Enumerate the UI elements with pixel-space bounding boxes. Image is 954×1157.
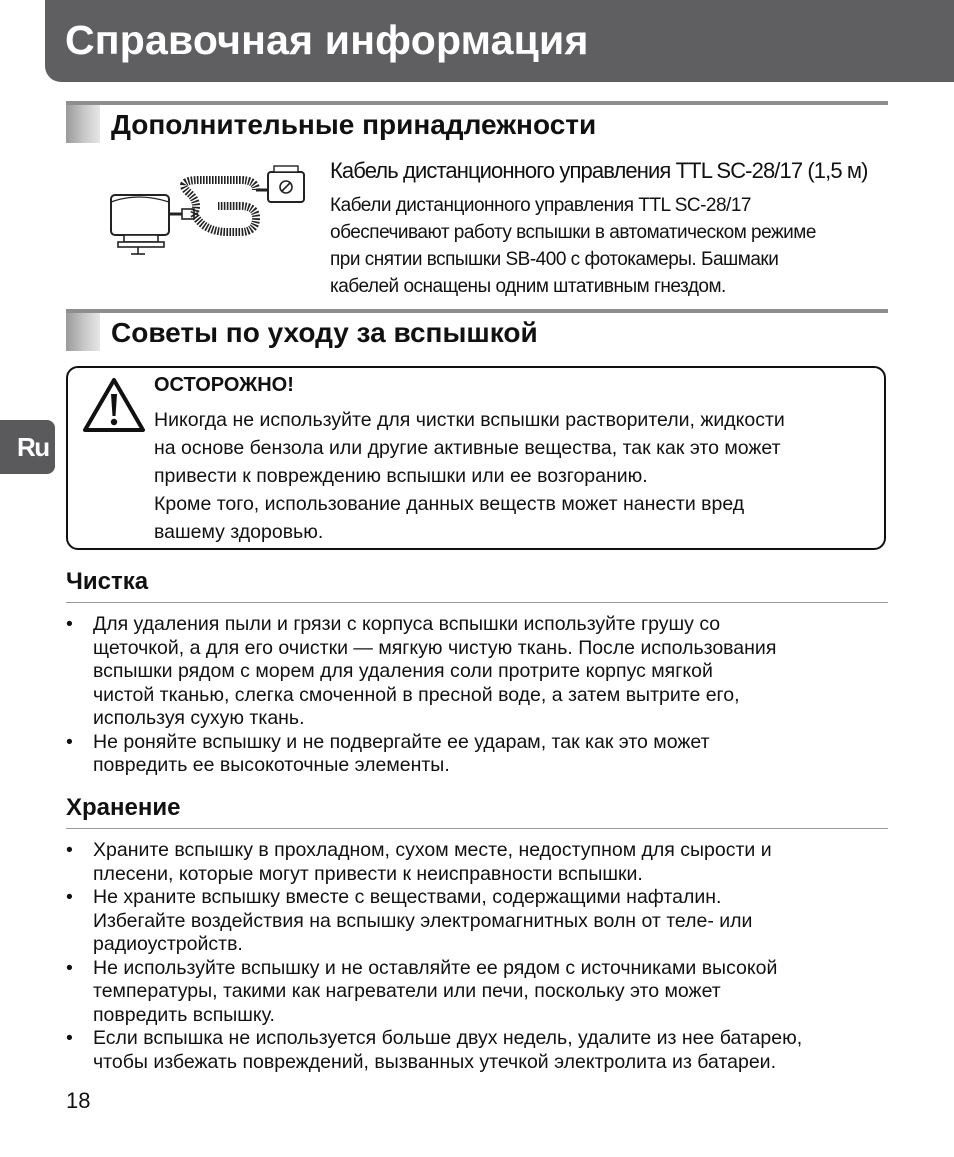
list-item-line: Не храните вспышку вместе с веществами, содержащими нафталин. — [93, 886, 722, 908]
list-item-line: чтобы избежать повреждений, вызванных утечкой электролита из батареи. — [93, 1050, 776, 1073]
section-title-accessories: Дополнительные принадлежности — [111, 109, 597, 140]
list-item-line: радиоустройств. — [93, 933, 243, 955]
list-item-line: Не роняйте вспышку и не подвергайте ее ударам, так как это может — [93, 730, 710, 753]
bullet-marker: • — [66, 1027, 73, 1049]
section-heading-care — [66, 309, 888, 355]
caution-line: на основе бензола или другие активные вещества, так как это может — [154, 437, 781, 459]
language-tab — [0, 420, 55, 474]
list-item — [66, 1027, 888, 1074]
section-rule — [66, 101, 888, 105]
list-item — [66, 839, 888, 886]
list-item-line: повредить вспышку. — [93, 1003, 275, 1026]
list-item-line: Для удаления пыли и грязи с корпуса вспышки используйте грушу со — [93, 613, 721, 635]
list-item-line: Избегайте воздействия на вспышку электромагнитных волн от теле- или — [93, 909, 753, 932]
accessory-desc-line: Кабели дистанционного управления TTL SC-28/17 — [330, 195, 751, 216]
remote-cord-image — [108, 162, 308, 262]
bullet-marker: • — [66, 956, 73, 979]
list-item-line: повредить ее высокоточные элементы. — [93, 754, 450, 776]
list-item-line: Не используйте вспышку и не оставляйте ее рядом с источниками высокой — [93, 956, 778, 979]
caution-line: вашему здоровью. — [154, 521, 324, 543]
accessory-desc-line: кабелей оснащены одним штативным гнездом. — [330, 276, 726, 297]
bullet-marker: • — [66, 730, 73, 753]
list-item-line: Храните вспышку в прохладном, сухом месте, недоступном для сырости и — [93, 839, 772, 861]
section-rule — [66, 309, 888, 313]
section-title-care: Советы по уходу за вспышкой — [111, 317, 538, 348]
section-marker — [66, 105, 100, 143]
list-item-line: используя сухую ткань. — [93, 707, 305, 729]
caution-title: ОСТОРОЖНО! — [154, 374, 294, 396]
section-heading-accessories — [66, 101, 888, 147]
list-item — [66, 886, 888, 957]
page-number: 18 — [66, 1088, 91, 1113]
accessory-desc-line: при снятии вспышки SB-400 с фотокамеры. Башмаки — [330, 249, 779, 270]
subsection-title-storage: Хранение — [66, 794, 181, 821]
caution-line: Никогда не используйте для чистки вспышки растворители, жидкости — [154, 409, 785, 431]
list-item-line: вспышки рядом с морем для удаления соли протрите корпус мягкой — [93, 660, 713, 682]
list-item — [66, 613, 888, 731]
bullet-marker: • — [66, 613, 73, 635]
cleaning-list — [66, 613, 888, 778]
header-bar — [45, 0, 954, 82]
language-tab-label: Ru — [17, 432, 49, 462]
accessory-item-title: Кабель дистанционного управления TTL SC-28/17 (1,5 м) — [330, 158, 868, 183]
list-item-line: плесени, которые могут привести к неисправности вспышки. — [93, 862, 643, 885]
subsection-heading-storage — [66, 794, 888, 829]
caution-line: привести к повреждению вспышки или ее возгоранию. — [154, 465, 648, 487]
bullet-marker: • — [66, 839, 73, 861]
list-item — [66, 957, 888, 1028]
subsection-heading-cleaning — [66, 568, 888, 603]
list-item-line: чистой тканью, слегка смоченной в пресной воде, а затем вытрите его, — [93, 683, 740, 706]
list-item-line: щеточкой, а для его очистки — мягкую чистую ткань. После использования — [93, 636, 777, 659]
section-marker — [66, 313, 100, 351]
bullet-marker: • — [66, 886, 73, 908]
accessory-desc-line: обеспечивают работу вспышки в автоматическом режиме — [330, 222, 816, 243]
page-title: Справочная информация — [65, 17, 589, 63]
caution-text — [154, 406, 874, 546]
list-item — [66, 731, 888, 778]
list-item-line: температуры, такими как нагреватели или печи, поскольку это может — [93, 980, 721, 1002]
storage-list — [66, 839, 888, 1074]
subsection-title-cleaning: Чистка — [66, 568, 149, 595]
caution-box — [66, 366, 886, 550]
accessory-item-description — [330, 192, 890, 300]
warning-triangle-icon — [82, 376, 146, 434]
list-item-line: Если вспышка не используется больше двух недель, удалите из нее батарею, — [93, 1027, 803, 1049]
caution-line: Кроме того, использование данных веществ может нанести вред — [154, 493, 745, 515]
